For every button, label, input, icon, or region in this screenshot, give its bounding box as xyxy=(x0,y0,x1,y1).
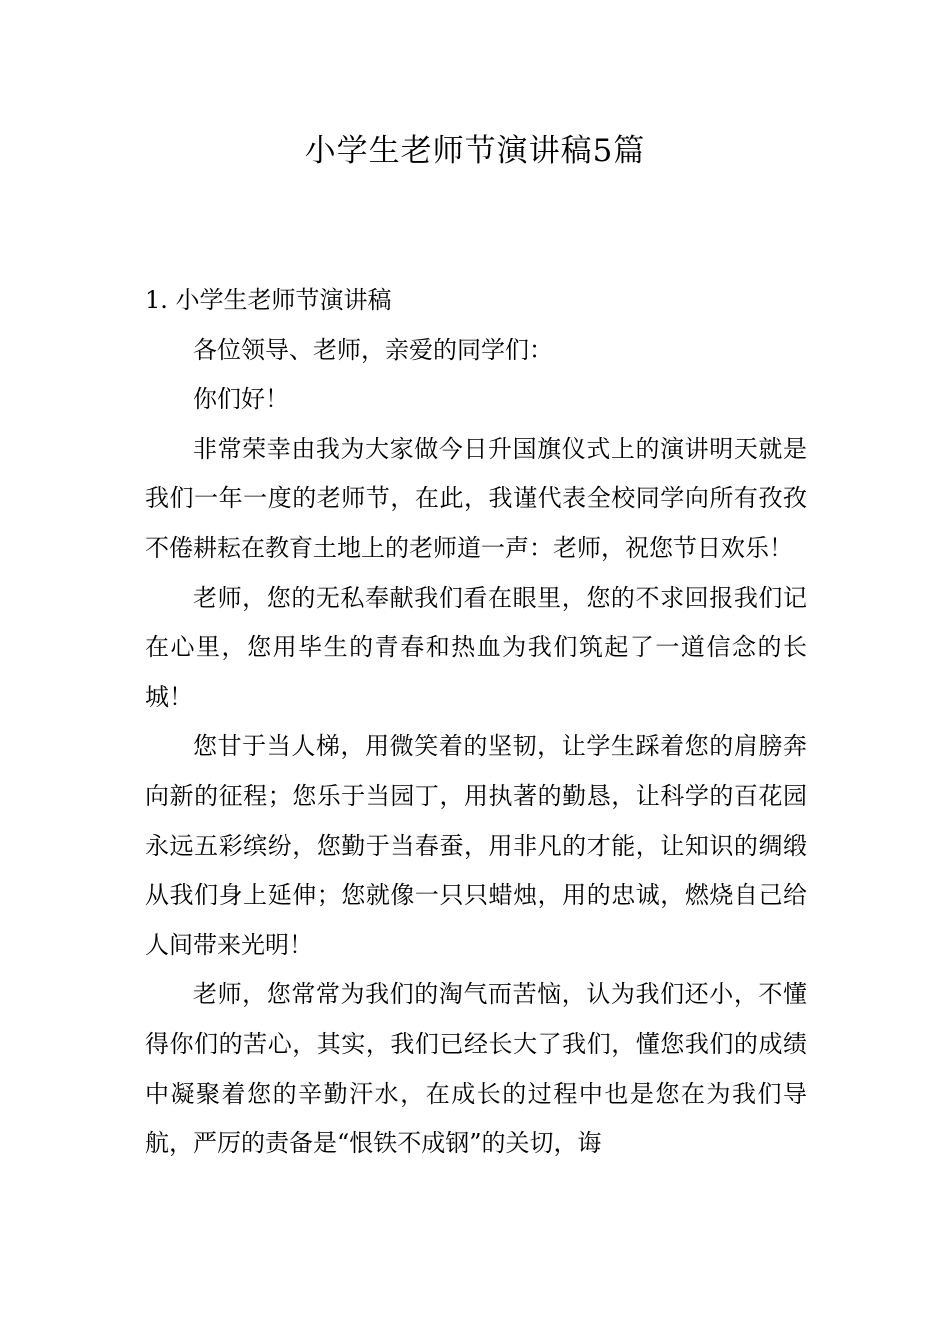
document-body xyxy=(145,276,807,1169)
paragraph-devotion: 老师，您的无私奉献我们看在眼里，您的不求回报我们记在心里，您用毕生的青春和热血为我们筑起了一道信念的长城！ xyxy=(145,583,807,711)
paragraph-hello: 你们好！ xyxy=(193,385,289,414)
section-heading: 1. 小学生老师节演讲稿 xyxy=(145,286,392,314)
document-title: 小学生老师节演讲稿5篇 xyxy=(304,133,646,169)
paragraph-growth: 老师，您常常为我们的淘气而苦恼，认为我们还小，不懂得你们的苦心，其实，我们已经长大了我们，懂您我们的成绩中凝聚着您的辛勤汗水，在成长的过程中也是您在为我们导航，严厉的责备是“恨铁不成钢”的关切，诲 xyxy=(145,980,807,1158)
paragraph-intro: 非常荣幸由我为大家做今日升国旗仪式上的演讲明天就是我们一年一度的老师节，在此，我谨代表全校同学向所有孜孜不倦耕耘在教育土地上的老师道一声：老师，祝您节日欢乐！ xyxy=(145,434,807,562)
paragraph-greeting: 各位领导、老师，亲爱的同学们： xyxy=(193,335,553,364)
paragraph-metaphors: 您甘于当人梯，用微笑着的坚韧，让学生踩着您的肩膀奔向新的征程；您乐于当园丁，用执著的勤恳，让科学的百花园永远五彩缤纷，您勤于当春蚕，用非凡的才能，让知识的绸缎从我们身上延伸；您就像一只只蜡烛，用的忠诚，燃烧自己给人间带来光明！ xyxy=(145,732,807,959)
